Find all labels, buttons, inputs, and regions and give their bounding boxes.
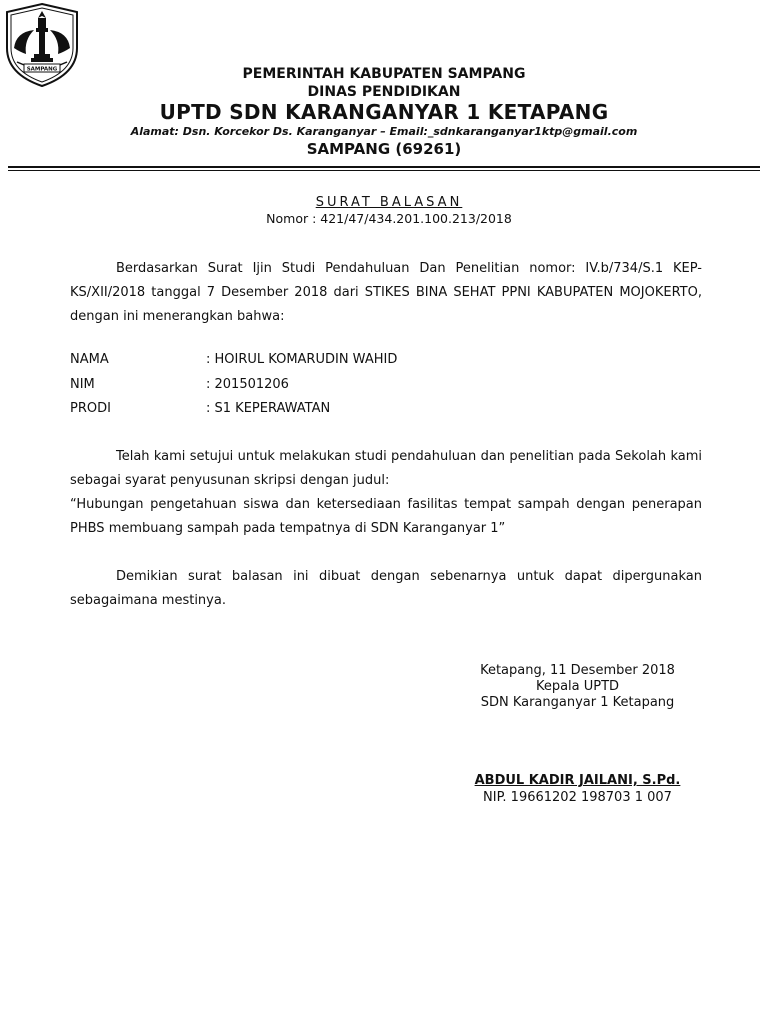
student-name-label: NAMA	[70, 352, 109, 367]
body-paragraph-1: Berdasarkan Surat Ijin Studi Pendahuluan Dan Penelitian nomor: IV.b/734/S.1 KEP-KS/XII/2018 tanggal 7 Desember 2018 dari STIKES BINA SEHAT PPNI KABUPATEN MOJOKERTO, dengan ini menerangkan bahwa:	[70, 261, 702, 324]
header-rule-thick	[8, 166, 760, 168]
signature-institution: SDN Karanganyar 1 Ketapang	[480, 695, 675, 710]
svg-text:SAMPANG: SAMPANG	[26, 66, 58, 73]
student-nim-value: : 201501206	[206, 377, 289, 392]
signature-position: Kepala UPTD	[535, 679, 620, 694]
letterhead-city: SAMPANG (69261)	[306, 140, 462, 158]
letterhead-address: Alamat: Dsn. Korcekor Ds. Karanganyar – Email:_sdnkaranganyar1ktp@gmail.com	[130, 125, 638, 138]
letter-title: SURAT BALASAN	[315, 195, 463, 210]
body-paragraph-2: Telah kami setujui untuk melakukan studi pendahuluan dan penelitian pada Sekolah kami sebagai syarat penyusunan skripsi dengan judul: “Hubungan pengetahuan siswa dan ketersediaan fasilitas tempat sampah dengan penerapan PHBS membuang sampah pada tempatnya di SDN Karanganyar 1”	[70, 445, 702, 541]
letter-number: Nomor : 421/47/434.201.100.213/2018	[266, 211, 512, 226]
student-name-value: : HOIRUL KOMARUDIN WAHID	[206, 352, 398, 367]
student-nim-label: NIM	[70, 377, 95, 392]
letterhead-government: PEMERINTAH KABUPATEN SAMPANG	[242, 66, 526, 82]
header-rule-thin	[8, 170, 760, 171]
body-paragraph-3: Demikian surat balasan ini dibuat dengan sebenarnya untuk dapat dipergunakan sebagaimana mestinya.	[70, 569, 702, 608]
student-prodi-label: PRODI	[70, 401, 111, 416]
signature-place-date: Ketapang, 11 Desember 2018	[480, 663, 675, 678]
student-prodi-value: : S1 KEPERAWATAN	[206, 401, 331, 416]
letterhead-department: DINAS PENDIDIKAN	[307, 84, 461, 100]
letterhead-school: UPTD SDN KARANGANYAR 1 KETAPANG	[159, 100, 609, 124]
signatory-name: ABDUL KADIR JAILANI, S.Pd.	[474, 773, 681, 788]
research-title: “Hubungan pengetahuan siswa dan ketersediaan fasilitas tempat sampah dengan penerapan PHBS membuang sampah pada tempatnya di SDN Karanganyar 1”	[70, 497, 702, 536]
signatory-nip: NIP. 19661202 198703 1 007	[483, 790, 672, 805]
